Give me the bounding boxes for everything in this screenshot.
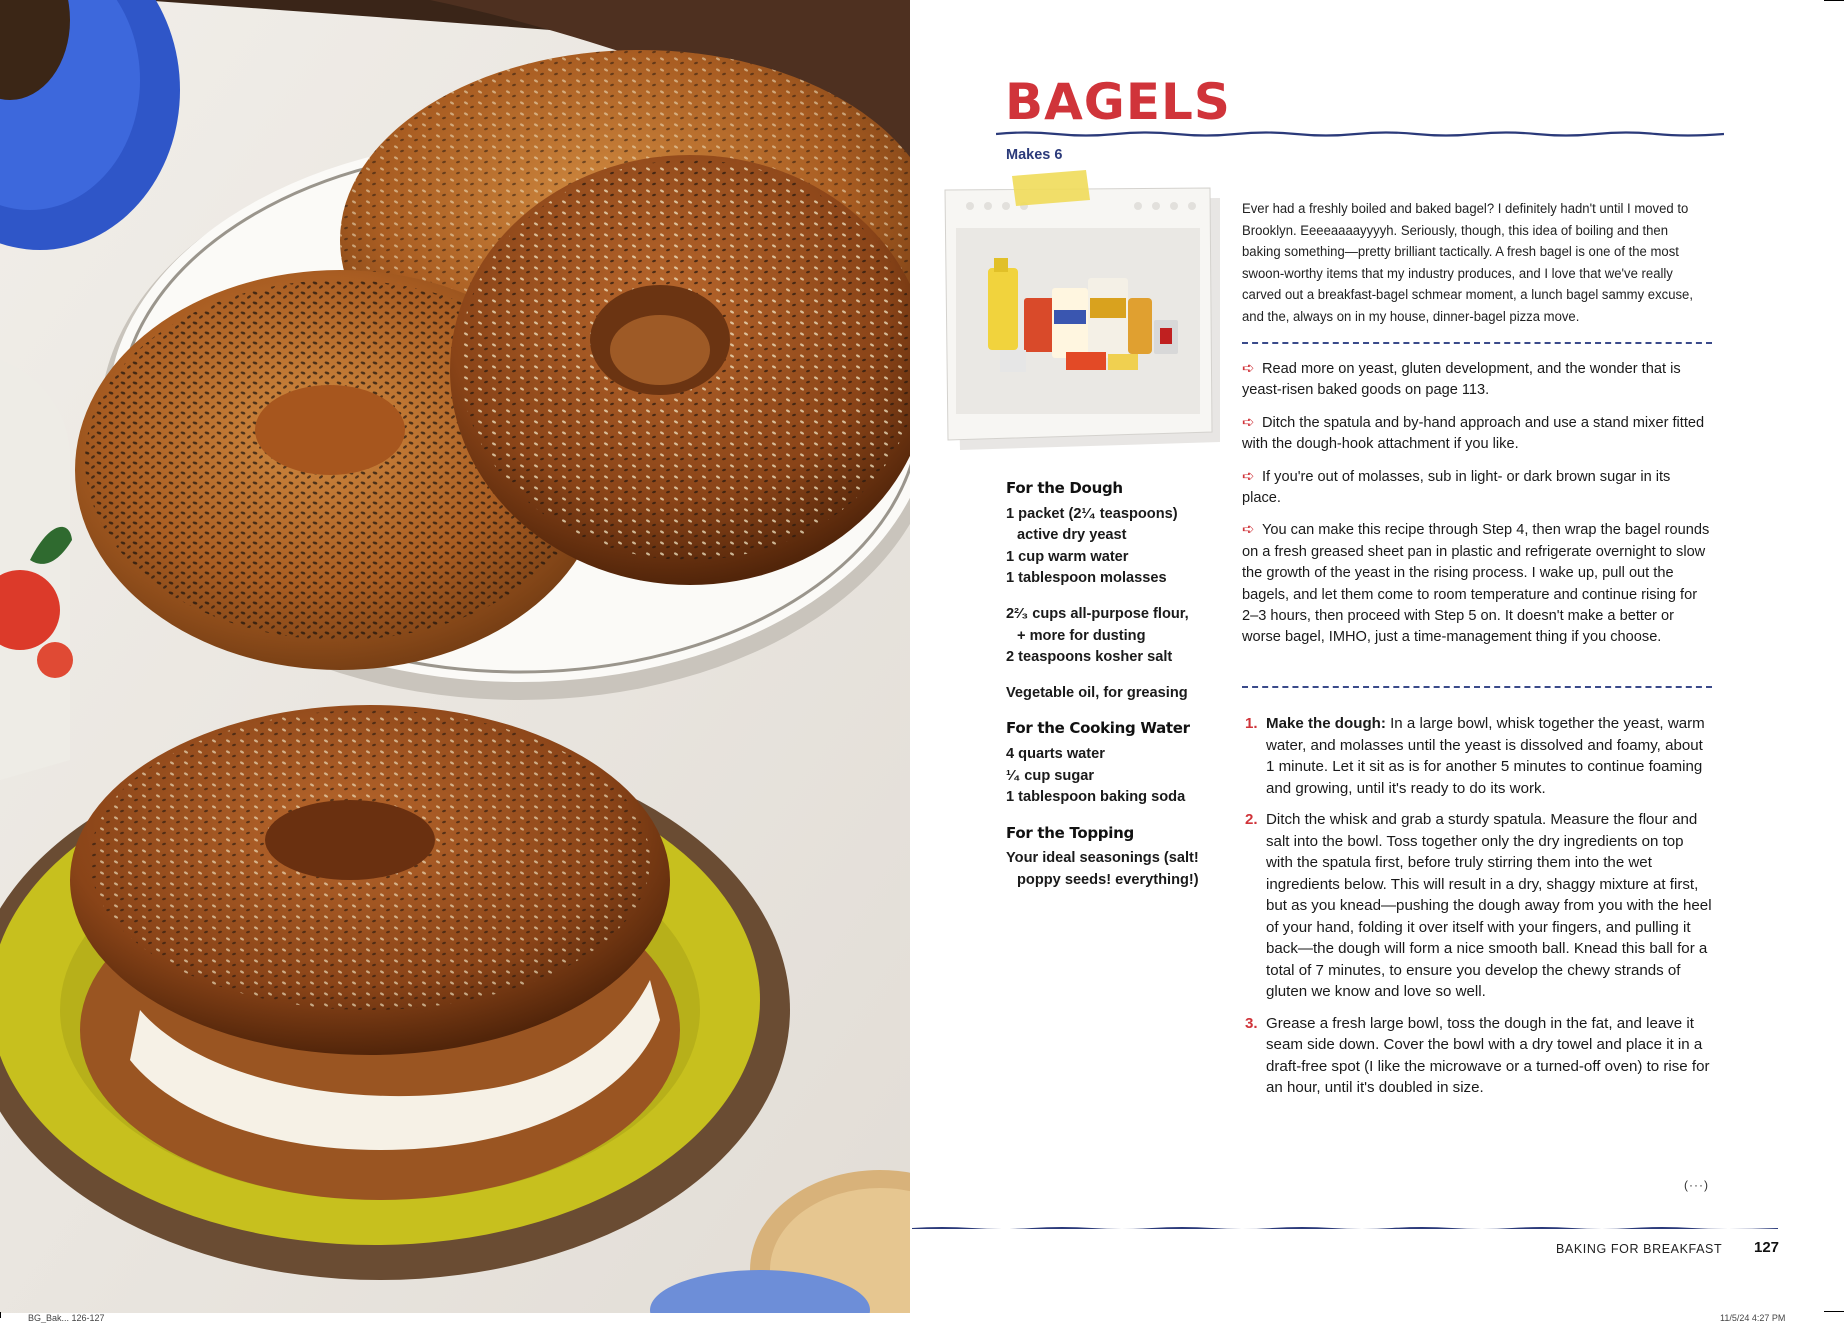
- note-item: [1242, 466, 1710, 510]
- note-text: Read more on yeast, gluten development, and the wonder that is yeast-risen baked goods on page 113.: [1242, 361, 1681, 399]
- ingredient-line: 1 packet (2¹⁄₄ teaspoons): [1006, 505, 1178, 522]
- note-text: You can make this recipe through Step 4, then wrap the bagel rounds on a fresh greased sheet pan in plastic and refrigerate overnight to slow the growth of the yeast in the rising process. I wake up, pull out the bagels, and let them come to room temperature and continue rising for 2–3 hours, then proceed with Step 5 on. It doesn't make a better or worse bagel, IMHO, just a time-management thing if you choose.: [1242, 522, 1710, 646]
- step-text: Grease a fresh large bowl, toss the dough in the fat, and leave it seam side down. Cover the bowl with a dry towel and place it in a draft-free spot (I like the microwave or a turned-off oven) to rise for an hour, until it's doubled in size.: [1266, 1014, 1710, 1096]
- dashed-divider: [1242, 342, 1712, 344]
- arrow-right-icon: ➪: [1242, 360, 1255, 377]
- ingredients-polaroid: [940, 170, 1220, 460]
- step-number: 2.: [1245, 811, 1258, 828]
- ingredient-line: 1 tablespoon baking soda: [1006, 789, 1186, 806]
- ingredient-line: active dry yeast: [1017, 527, 1127, 544]
- note-item: [1242, 519, 1710, 648]
- crop-mark: [0, 1312, 1, 1318]
- bagels-photo: [0, 0, 910, 1313]
- step-item: [1242, 809, 1712, 1003]
- crop-mark: [1824, 1311, 1844, 1312]
- ingredients-group-dough: [1006, 478, 1221, 590]
- ingredients-group-flour: [1006, 604, 1221, 669]
- ingredient-line: + more for dusting: [1017, 627, 1146, 644]
- step-lead: Make the dough:: [1266, 715, 1386, 732]
- ingredient-line: Vegetable oil, for greasing: [1006, 684, 1188, 701]
- recipe-intro: Ever had a freshly boiled and baked bagel? I definitely hadn't until I moved to Brooklyn. Eeeeaaaayyyyh. Seriously, though, this idea of boiling and then baking something—pretty brilliant tactically. A fresh bagel is one of the most swoon-worthy items that my industry produces, and I love that we've really carved out a breakfast-bagel schmear moment, a lunch bagel sammy excuse, and the, always on in my house, dinner-bagel pizza move.: [1242, 200, 1693, 324]
- note-text: If you're out of molasses, sub in light- or dark brown sugar in its place.: [1242, 468, 1671, 507]
- page-number: 127: [1754, 1239, 1780, 1256]
- topping-heading: For the Topping: [1006, 823, 1134, 842]
- dashed-divider: [1242, 686, 1712, 688]
- step-item: [1242, 713, 1712, 799]
- ingredient-line: ¹⁄₄ cup sugar: [1006, 767, 1095, 784]
- ingredient-line: 2 teaspoons kosher salt: [1006, 649, 1173, 666]
- step-text: Ditch the whisk and grab a sturdy spatula. Measure the flour and salt into the bowl. Toss together only the dry ingredients on top with the spatula first, before truly stirring them into the wet ingredients below. This will result in a dry, shaggy mixture at first, but as you knead—pushing the dough away from you with the heel of your hand, folding it over itself with your fingers, and pulling it back—the dough will form a nice smooth ball. Knead this ball for a total of 7 minutes, to ensure you develop the chewy strands of gluten we know and love so well.: [1266, 811, 1712, 1000]
- ingredients-group-oil: [1006, 683, 1221, 705]
- step-text: In a large bowl, whisk together the yeast, warm water, and molasses until the yeast is dissolved and foamy, about 1 minute. Let it sit as is for another 5 minutes to continue foaming and growing, until it's ready to do its work.: [1266, 715, 1705, 797]
- ingredient-line: poppy seeds! everything!): [1017, 871, 1199, 888]
- recipe-notes: [1242, 358, 1710, 659]
- note-item: [1242, 412, 1710, 456]
- ingredient-line: Your ideal seasonings (salt!: [1006, 850, 1199, 867]
- arrow-right-icon: ➪: [1242, 467, 1255, 485]
- arrow-right-icon: ➪: [1242, 413, 1255, 431]
- water-heading: For the Cooking Water: [1006, 719, 1190, 738]
- ingredient-line: 4 quarts water: [1006, 745, 1105, 762]
- print-slug-left: BG_Bak... 126-127: [28, 1313, 105, 1323]
- ingredients-group-topping: [1006, 823, 1221, 892]
- note-text: Ditch the spatula and by-hand approach and use a stand mixer fitted with the dough-hook attachment if you like.: [1242, 414, 1705, 453]
- step-number: 3.: [1245, 1014, 1258, 1032]
- step-item: [1242, 1013, 1712, 1099]
- recipe-title: BAGELS: [1005, 73, 1231, 131]
- ingredients-list: [1006, 478, 1221, 906]
- ingredient-line: 1 tablespoon molasses: [1006, 570, 1167, 587]
- continued-marker: (···): [1684, 1178, 1709, 1192]
- dough-heading: For the Dough: [1006, 479, 1123, 497]
- crop-mark: [1824, 0, 1844, 1]
- print-slug-right: 11/5/24 4:27 PM: [1720, 1313, 1786, 1323]
- ingredient-line: 1 cup warm water: [1006, 548, 1129, 565]
- ingredients-group-water: [1006, 718, 1221, 808]
- footer-wavy-rule: [912, 1226, 1778, 1229]
- note-item: [1242, 358, 1710, 402]
- recipe-yield: Makes 6: [1006, 147, 1063, 163]
- recipe-steps: [1242, 713, 1712, 1109]
- footer-section-title: BAKING FOR BREAKFAST: [1556, 1242, 1723, 1256]
- tape-icon: [1012, 170, 1090, 206]
- ingredient-line: 2²⁄₃ cups all-purpose flour,: [1006, 605, 1189, 622]
- arrow-right-icon: ➪: [1242, 521, 1255, 539]
- title-wavy-rule: [996, 129, 1724, 139]
- step-number: 1.: [1245, 715, 1258, 732]
